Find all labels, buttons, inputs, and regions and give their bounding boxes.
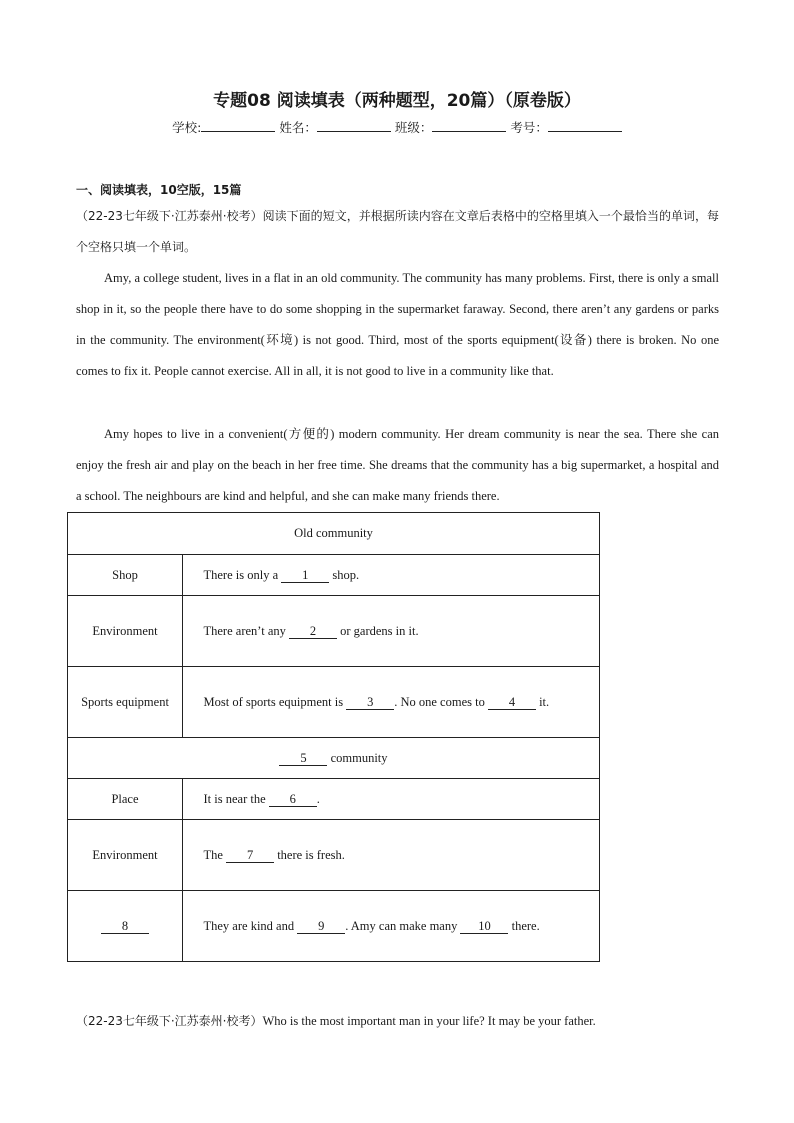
table-row <box>68 667 600 738</box>
table-row <box>68 891 600 962</box>
name-label: 姓名： <box>279 120 317 135</box>
school-blank <box>201 118 275 132</box>
exam-number-blank <box>548 118 622 132</box>
passage2-text: Who is the most important man in your life? It may be your father. <box>262 1014 596 1028</box>
section-heading: 一、阅读填表，10空版，15篇 <box>76 183 242 197</box>
answer-blank[interactable]: 4 <box>488 695 536 710</box>
answer-blank[interactable]: 3 <box>346 695 394 710</box>
reading-table <box>67 512 600 962</box>
answer-blank[interactable]: 10 <box>460 919 508 934</box>
page-title: 专题08 阅读填表（两种题型，20篇）（原卷版） <box>213 91 581 111</box>
row-label: Environment <box>68 596 183 667</box>
name-blank <box>317 118 391 132</box>
row-label: Shop <box>68 555 183 596</box>
passage1-instruction <box>76 201 719 263</box>
table-row <box>68 555 600 596</box>
answer-blank[interactable]: 5 <box>279 751 327 766</box>
passage1-source: （22-23七年级下·江苏泰州·校考） <box>76 209 263 223</box>
row-label: Place <box>68 779 183 820</box>
answer-blank[interactable]: 7 <box>226 848 274 863</box>
table-header-dream-community: 5 community <box>68 738 600 779</box>
student-info-fields <box>0 118 794 136</box>
answer-blank[interactable]: 6 <box>269 792 317 807</box>
answer-blank[interactable]: 1 <box>281 568 329 583</box>
table-row <box>68 820 600 891</box>
school-label: 学校: <box>172 120 202 135</box>
row-content: There aren’t any 2 or gardens in it. <box>183 596 600 667</box>
table-row <box>68 779 600 820</box>
passage1-instruction-text: 阅读下面的短文，并根据所读内容在文章后表格中的空格里填入一个最恰当的单词，每个空格只填一个单词。 <box>76 209 719 254</box>
row-content: They are kind and 9 . Amy can make many 10 there. <box>183 891 600 962</box>
table-row <box>68 596 600 667</box>
row-content: Most of sports equipment is 3 . No one comes to 4 it. <box>183 667 600 738</box>
answer-blank[interactable]: 8 <box>101 919 149 934</box>
row-label <box>68 891 183 962</box>
class-blank <box>432 118 506 132</box>
passage1-paragraph-2: Amy hopes to live in a convenient(方便的) modern community. Her dream community is near the sea. There she can enjoy the fresh air and play on the beach in her free time. She dreams that the community has a big supermarket, a hospital and a school. The neighbours are kind and helpful, and she can make many friends there. <box>76 427 719 503</box>
passage2-source: （22-23七年级下·江苏泰州·校考） <box>76 1014 263 1028</box>
row-content: It is near the 6 . <box>183 779 600 820</box>
class-label: 班级： <box>394 120 433 135</box>
passage1-paragraph-1: Amy, a college student, lives in a flat in an old community. The community has many problems. First, there is only a small shop in it, so the people there have to do some shopping in the supermarket faraway. Second, there aren’t any gardens or parks in the community. The environment(环境) is not good. Third, most of the sports equipment(设备) there is broken. No one comes to fix it. People cannot exercise. All in all, it is not good to live in a community like that. <box>76 271 719 378</box>
row-content: The 7 there is fresh. <box>183 820 600 891</box>
row-content: There is only a 1 shop. <box>183 555 600 596</box>
table-header-old-community: Old community <box>68 513 600 555</box>
passage2-first-line <box>76 1012 719 1029</box>
exam-number-label: 考号： <box>510 120 548 135</box>
answer-blank[interactable]: 9 <box>297 919 345 934</box>
row-label: Sports equipment <box>68 667 183 738</box>
answer-blank[interactable]: 2 <box>289 624 337 639</box>
row-label: Environment <box>68 820 183 891</box>
